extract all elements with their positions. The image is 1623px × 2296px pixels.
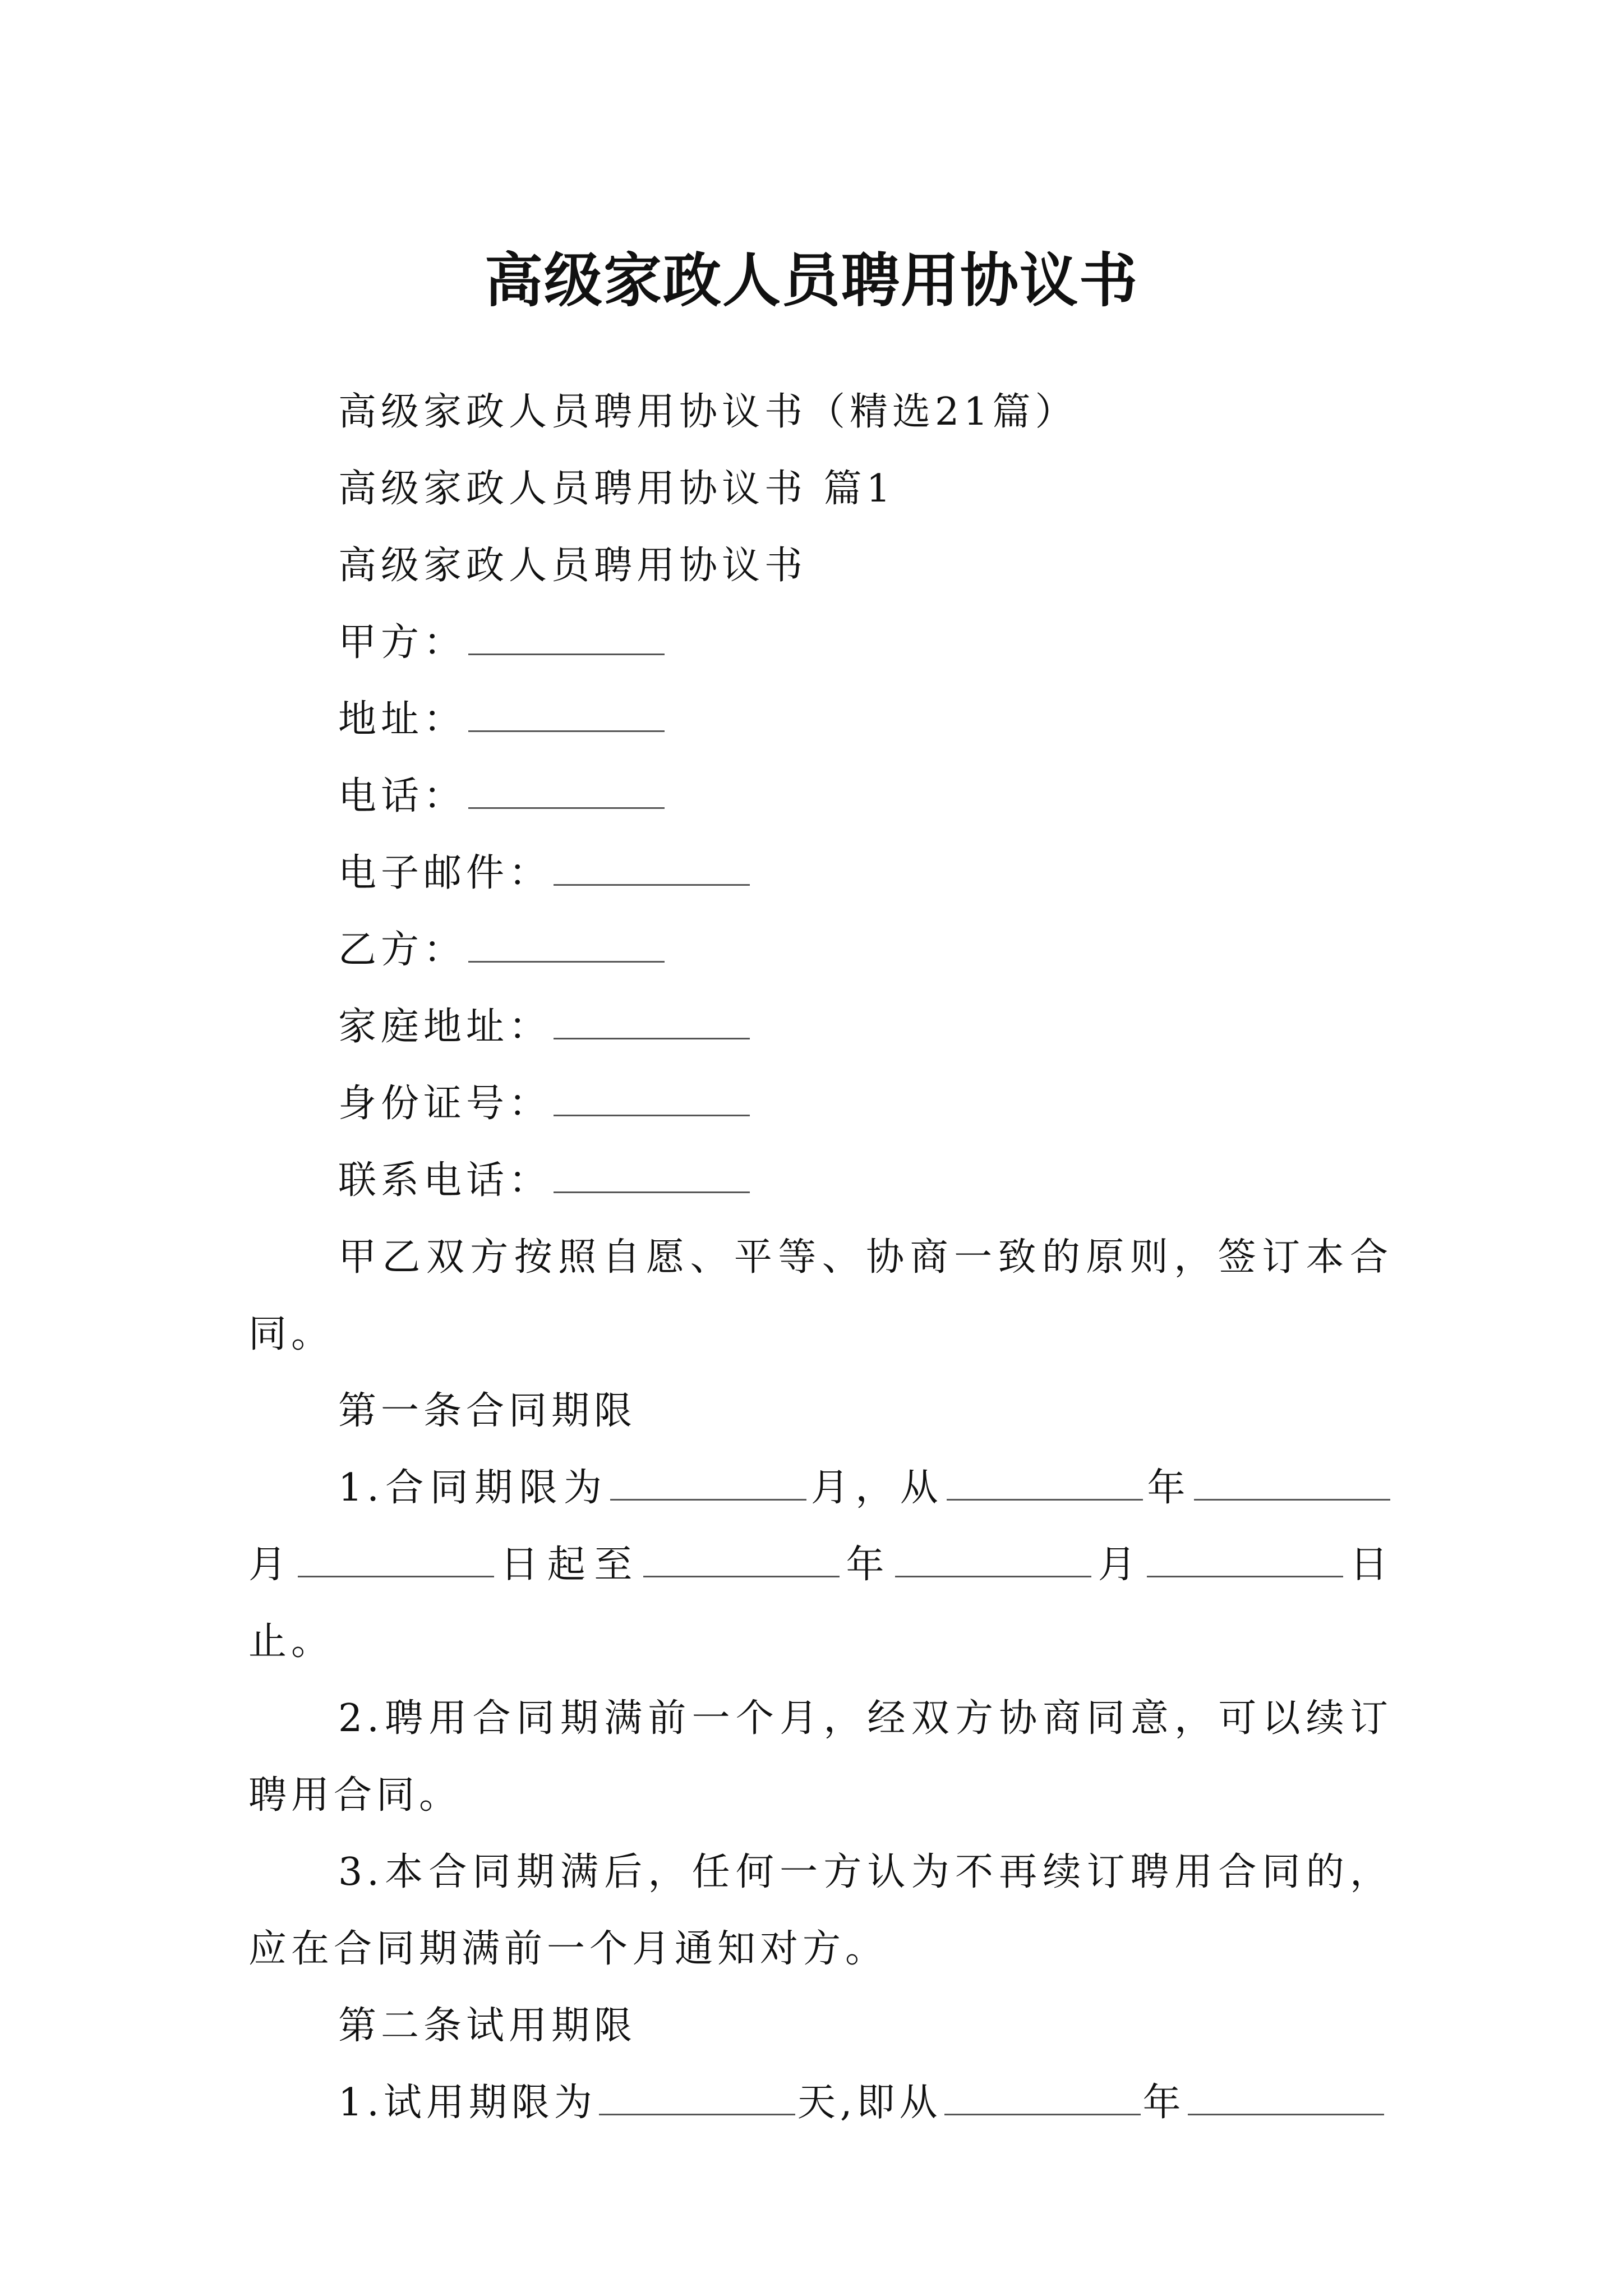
fill-in-blank [468, 730, 665, 732]
paragraph-text: 3.本合同期满后，任何一方认为不再续订聘用合同的，应在合同期满前一个月通知对方。 [248, 1850, 1393, 1971]
fill-in-blank [599, 2113, 795, 2115]
paragraph [248, 374, 1393, 450]
fill-in-blank [610, 1498, 806, 1501]
paragraph-text: 日止。 [248, 1543, 1393, 1664]
paragraph-text: 身份证号： [338, 1082, 552, 1126]
paragraph-text: 高级家政人员聘用协议书 [338, 544, 808, 588]
paragraph-text: 年 [1145, 1466, 1192, 1510]
paragraph-text: 甲乙双方按照自愿、平等、协商一致的原则，签订本合同。 [248, 1235, 1393, 1356]
paragraph [248, 1373, 1393, 1450]
paragraph [248, 1987, 1393, 2064]
paragraph-text: 第一条合同期限 [338, 1389, 637, 1433]
fill-in-blank [554, 1114, 750, 1116]
paragraph-text: 2.聘用合同期满前一个月，经双方协商同意，可以续订聘用合同。 [248, 1696, 1393, 1818]
paragraph [248, 1065, 1393, 1142]
paragraph [248, 681, 1393, 758]
fill-in-blank [468, 960, 665, 963]
paragraph [248, 450, 1393, 527]
paragraph [248, 1142, 1393, 1219]
paragraph [248, 1450, 1393, 1680]
paragraph-text: 月 [1094, 1543, 1145, 1587]
fill-in-blank [554, 1037, 750, 1039]
paragraph-text: 家庭地址： [338, 1005, 552, 1049]
paragraph-text: 年 [1142, 2081, 1186, 2125]
fill-in-blank [895, 1575, 1091, 1577]
paragraph-text: 地址： [338, 697, 467, 742]
paragraph-text: 日起至 [496, 1543, 641, 1587]
paragraph-text: 1.试用期限为 [338, 2081, 597, 2125]
paragraph [248, 527, 1393, 604]
paragraph [248, 912, 1393, 988]
paragraph-text: 1.合同期限为 [338, 1466, 608, 1510]
paragraph-text: 电子邮件： [338, 851, 552, 895]
fill-in-blank [1194, 1498, 1390, 1501]
paragraph [248, 604, 1393, 681]
paragraph [248, 1680, 1393, 1834]
document-body [248, 374, 1393, 2141]
fill-in-blank [643, 1575, 840, 1577]
fill-in-blank [298, 1575, 494, 1577]
paragraph-text: 天,即从 [797, 2081, 942, 2125]
paragraph-text: 月，从 [809, 1466, 945, 1510]
paragraph-text: 月 [248, 1543, 296, 1587]
paragraph-text: 电话： [338, 774, 467, 818]
paragraph [248, 1219, 1393, 1373]
paragraph-text: 甲方： [338, 620, 467, 665]
paragraph [248, 835, 1393, 912]
paragraph-text: 年 [841, 1543, 893, 1587]
paragraph-text: 第二条试用期限 [338, 2004, 637, 2048]
paragraph-text: 联系电话： [338, 1158, 552, 1203]
fill-in-blank [947, 1498, 1143, 1501]
fill-in-blank [554, 884, 750, 886]
paragraph-text: 乙方： [338, 928, 467, 972]
fill-in-blank [554, 1191, 750, 1193]
paragraph [248, 758, 1393, 835]
fill-in-blank [1188, 2113, 1384, 2115]
fill-in-blank [468, 653, 665, 655]
paragraph [248, 988, 1393, 1065]
fill-in-blank [1147, 1575, 1343, 1577]
paragraph-text: 高级家政人员聘用协议书（精选21篇） [338, 390, 1078, 434]
fill-in-blank [944, 2113, 1141, 2115]
page-title: 高级家政人员聘用协议书 [484, 245, 1138, 315]
paragraph-text: 高级家政人员聘用协议书 篇1 [338, 467, 895, 511]
paragraph [248, 2064, 1393, 2141]
paragraph [248, 1834, 1393, 1987]
fill-in-blank [468, 807, 665, 809]
